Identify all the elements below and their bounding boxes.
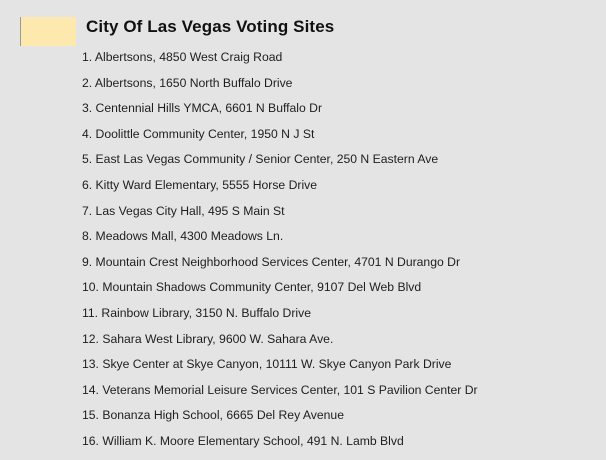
page-title: City Of Las Vegas Voting Sites	[86, 17, 335, 36]
list-item: 3. Centennial Hills YMCA, 6601 N Buffalo Dr	[82, 101, 323, 116]
list-item: 9. Mountain Crest Neighborhood Services Center, 4701 N Durango Dr	[82, 254, 461, 269]
list-item: 13. Skye Center at Skye Canyon, 10111 W. Skye Canyon Park Drive	[82, 357, 452, 372]
list-item: 8. Meadows Mall, 4300 Meadows Ln.	[82, 229, 284, 244]
list-item: 1. Albertsons, 4850 West Craig Road	[82, 50, 283, 64]
list-item: 11. Rainbow Library, 3150 N. Buffalo Drive	[82, 305, 311, 320]
list-item: 2. Albertsons, 1650 North Buffalo Drive	[82, 75, 293, 90]
list-item: 10. Mountain Shadows Community Center, 9107 Del Web Blvd	[82, 280, 422, 295]
list-item: 7. Las Vegas City Hall, 495 S Main St	[82, 203, 285, 218]
list-item: 6. Kitty Ward Elementary, 5555 Horse Drive	[82, 177, 318, 192]
color-swatch-cell	[20, 17, 76, 46]
list-item: 15. Bonanza High School, 6665 Del Rey Avenue	[82, 408, 344, 423]
list-item: 4. Doolittle Community Center, 1950 N J St	[82, 126, 315, 141]
list-item: 5. East Las Vegas Community / Senior Center, 250 N Eastern Ave	[82, 152, 439, 167]
list-item: 12. Sahara West Library, 9600 W. Sahara Ave.	[82, 331, 334, 346]
list-item: 16. William K. Moore Elementary School, 491 N. Lamb Blvd	[82, 433, 404, 448]
voting-sites-list	[82, 50, 478, 460]
list-item: 14. Veterans Memorial Leisure Services Center, 101 S Pavilion Center Dr	[82, 382, 478, 397]
